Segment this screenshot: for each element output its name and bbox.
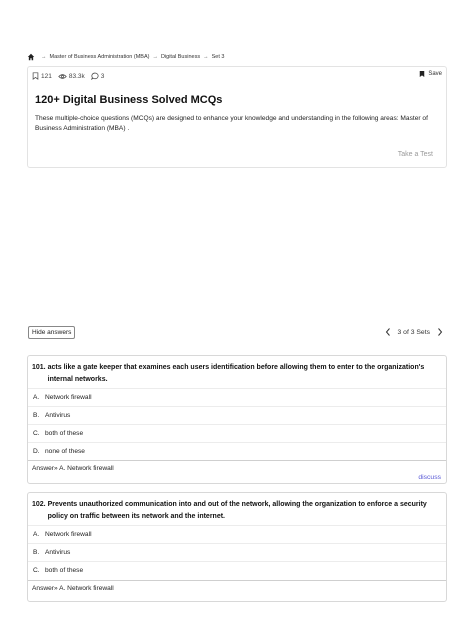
question-card	[27, 492, 447, 602]
pagination	[384, 327, 445, 337]
option-letter: C.	[33, 430, 40, 437]
comments-stat[interactable]	[91, 72, 105, 80]
option-a[interactable]	[28, 388, 446, 406]
option-letter: D.	[33, 448, 40, 455]
option-b[interactable]	[28, 406, 446, 424]
option-letter: C.	[33, 567, 40, 574]
save-button[interactable]	[419, 70, 442, 78]
home-icon[interactable]	[27, 53, 35, 61]
bookmark-stat[interactable]	[32, 72, 52, 80]
save-label: Save	[428, 71, 442, 77]
option-c[interactable]	[28, 561, 446, 579]
option-letter: A.	[33, 531, 40, 538]
option-text: Network firewall	[45, 394, 92, 401]
option-a[interactable]	[28, 525, 446, 543]
breadcrumb-separator: →	[41, 54, 47, 60]
option-d[interactable]	[28, 442, 446, 460]
question-header	[28, 356, 446, 386]
views-count: 83.3k	[68, 72, 85, 80]
question-card	[27, 355, 447, 484]
option-letter: B.	[33, 549, 40, 556]
bookmark-icon	[32, 72, 39, 80]
breadcrumb-item-digital-business[interactable]: Digital Business	[160, 54, 201, 60]
option-text: Antivirus	[45, 412, 71, 419]
breadcrumb-separator: →	[203, 54, 209, 60]
question-header	[28, 493, 446, 523]
views-stat	[58, 73, 85, 80]
breadcrumb-item-set[interactable]: Set 3	[211, 54, 225, 60]
question-text: acts like a gate keeper that examines each users identification before allowing them to enter to the organization's internal networks.	[47, 364, 425, 383]
option-text: none of these	[45, 448, 85, 455]
chevron-right-icon[interactable]	[436, 327, 444, 337]
page-title: 120+ Digital Business Solved MCQs	[35, 94, 223, 106]
bookmark-filled-icon	[419, 70, 425, 78]
page-description: These multiple-choice questions (MCQs) are designed to enhance your knowledge and understanding in the following areas: Master of Business Administration (MBA) .	[35, 115, 428, 132]
question-number: 102.	[32, 501, 46, 508]
answer-text: Answer» A. Network firewall	[28, 460, 446, 475]
option-text: both of these	[45, 430, 84, 437]
bookmark-count: 121	[41, 72, 52, 80]
answer-text: Answer» A. Network firewall	[28, 580, 446, 595]
breadcrumb-separator: →	[152, 54, 158, 60]
option-text: Network firewall	[45, 531, 92, 538]
discuss-link[interactable]: discuss	[418, 474, 441, 481]
option-c[interactable]	[28, 424, 446, 442]
eye-icon	[58, 73, 67, 80]
question-number: 101.	[32, 364, 46, 371]
chevron-left-icon[interactable]	[384, 327, 392, 337]
hide-answers-button[interactable]: Hide answers	[28, 326, 75, 339]
option-letter: A.	[33, 394, 40, 401]
mcq-set-card	[27, 66, 447, 168]
option-letter: B.	[33, 412, 40, 419]
option-text: Antivirus	[45, 549, 71, 556]
stats-bar	[32, 72, 110, 80]
breadcrumb	[27, 53, 224, 61]
option-text: both of these	[45, 567, 84, 574]
breadcrumb-item-mba[interactable]: Master of Business Administration (MBA)	[49, 54, 150, 60]
option-b[interactable]	[28, 543, 446, 561]
comments-count: 3	[100, 72, 105, 80]
take-test-button[interactable]: Take a Test	[397, 151, 433, 158]
pagination-label: 3 of 3 Sets	[397, 328, 430, 336]
question-text: Prevents unauthorized communication into and out of the network, allowing the organization to enforce a security policy on traffic between its network and the internet.	[47, 501, 427, 520]
comment-icon	[91, 72, 99, 80]
